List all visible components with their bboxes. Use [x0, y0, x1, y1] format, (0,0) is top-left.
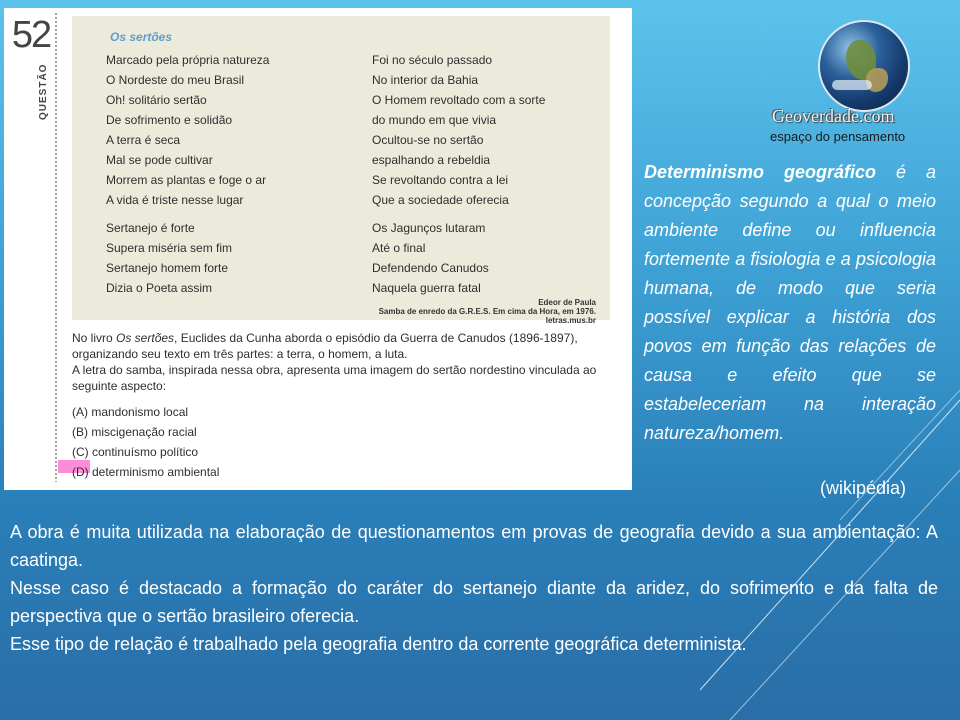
poem-line: espalhando a rebeldia: [372, 153, 491, 167]
option-c: (C) continuísmo político: [72, 445, 199, 459]
poem-line: Até o final: [372, 241, 426, 255]
poem-line: A vida é triste nesse lugar: [106, 193, 244, 207]
definition-term: Determinismo geográfico: [644, 162, 877, 182]
globe-logo-icon: [820, 22, 908, 110]
poem-right-column: [372, 50, 545, 298]
poem-line: Sertanejo homem forte: [106, 261, 229, 275]
body-paragraph: Nesse caso é destacado a formação do caráter do sertanejo diante da aridez, do sofrimento e da falta de perspectiva que o sertão brasileiro oferecia.: [10, 578, 938, 626]
poem-line: Naquela guerra fatal: [372, 281, 481, 295]
poem-line: Sertanejo é forte: [106, 221, 195, 235]
poem-line: Supera miséria sem fim: [106, 241, 233, 255]
poem-title: Os sertões: [110, 30, 173, 44]
logo-tagline: espaço do pensamento: [770, 129, 906, 144]
question-paragraph-2: A letra do samba, inspirada nessa obra, apresenta uma imagem do sertão nordestino vinculada ao seguinte aspecto:: [72, 363, 597, 393]
definition-body: é a concepção segundo a qual o meio ambiente define ou influencia fortemente a fisiologia e a psicologia humana, de modo que seria possível explicar a história dos povos em função das relações de causa e efeito que se estabeleceriam na interação natureza/homem.: [644, 162, 937, 443]
poem-line: No interior da Bahia: [372, 73, 479, 87]
credit-source: Samba de enredo da G.R.E.S. Em cima da Hora, em 1976.: [378, 307, 596, 316]
dotted-margin: [54, 12, 58, 482]
exam-question-card: [4, 8, 632, 490]
question-text: [72, 330, 612, 394]
body-text: [10, 518, 938, 658]
poem-line: Ocultou-se no sertão: [372, 133, 484, 147]
poem-line: A terra é seca: [106, 133, 181, 147]
poem-line: De sofrimento e solidão: [106, 113, 233, 127]
poem-line: Os Jagunços lutaram: [372, 221, 486, 235]
poem-line: Se revoltando contra a lei: [372, 173, 509, 187]
option-b: (B) miscigenação racial: [72, 425, 197, 439]
poem-line: Dizia o Poeta assim: [106, 281, 213, 295]
book-title: Os sertões: [116, 331, 175, 345]
option-d: (D) determinismo ambiental: [72, 465, 220, 479]
poem-line: Oh! solitário sertão: [106, 93, 207, 107]
poem-line: Defendendo Canudos: [372, 261, 489, 275]
poem-line: Foi no século passado: [372, 53, 493, 67]
poem-left-column: [106, 50, 269, 298]
poem-credit: [379, 298, 596, 325]
poem-box: [72, 16, 610, 325]
body-paragraph: A obra é muita utilizada na elaboração de questionamentos em provas de geografia devido a sua ambientação: A caatinga.: [10, 522, 938, 570]
body-paragraph: Esse tipo de relação é trabalhado pela geografia dentro da corrente geográfica determinista.: [10, 634, 747, 654]
option-a: (A) mandonismo local: [72, 405, 189, 419]
credit-author: Edeor de Paula: [538, 298, 596, 307]
logo-name: Geoverdade.com: [772, 106, 895, 126]
poem-line: Marcado pela própria natureza: [106, 53, 270, 67]
credit-site: letras.mus.br: [545, 316, 596, 325]
question-number: 52: [11, 14, 51, 56]
poem-line: do mundo em que vivia: [372, 113, 497, 127]
answer-options: [72, 402, 219, 482]
question-label: QUESTÃO: [38, 63, 49, 120]
poem-line: O Nordeste do meu Brasil: [106, 73, 245, 87]
definition-source: (wikipédia): [820, 478, 907, 498]
poem-line: O Homem revoltado com a sorte: [372, 93, 546, 107]
poem-line: Morrem as plantas e foge o ar: [106, 173, 267, 187]
definition-text: [644, 158, 936, 448]
poem-line: Mal se pode cultivar: [106, 153, 213, 167]
question-paragraph-1: No livro Os sertões, Euclides da Cunha aborda o episódio da Guerra de Canudos (1896-1897), organizando seu texto em três partes: a terra, o homem, a luta.: [72, 331, 578, 361]
poem-line: Que a sociedade oferecia: [372, 193, 509, 207]
